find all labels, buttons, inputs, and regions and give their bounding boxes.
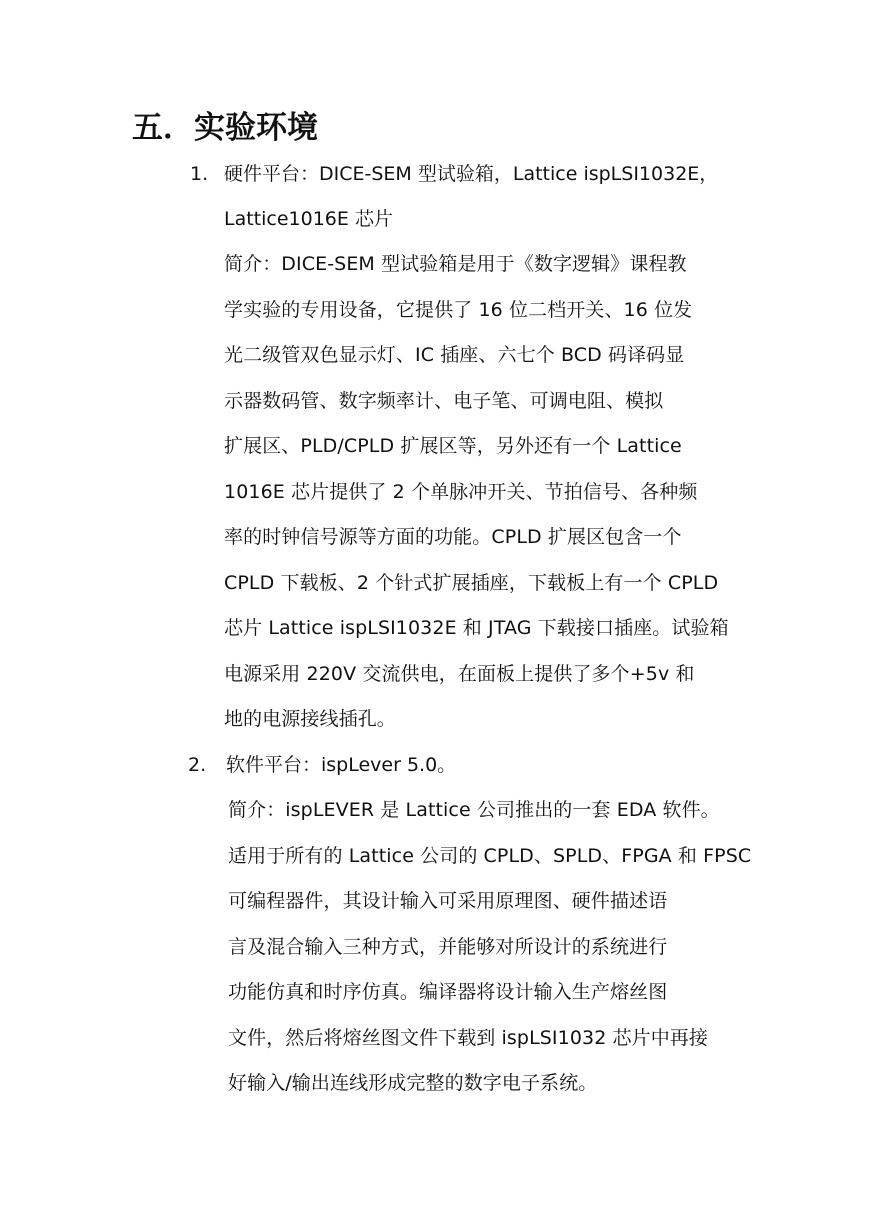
- software-intro: [188, 788, 752, 1107]
- software-intro-line: 好输入/输出连线形成完整的数字电子系统。: [228, 1072, 598, 1094]
- software-section: [188, 743, 752, 1107]
- software-intro-line: 可编程器件，其设计输入可采用原理图、硬件描述语: [228, 890, 668, 912]
- hardware-intro-line: 率的时钟信号源等方面的功能。CPLD 扩展区包含一个: [224, 526, 682, 548]
- software-title: [188, 743, 748, 788]
- hardware-intro-line: 1016E 芯片提供了 2 个单脉冲开关、节拍信号、各种频: [224, 480, 698, 503]
- software-intro-line: 适用于所有的 Lattice 公司的 CPLD、SPLD、FPGA 和 FPSC: [228, 844, 752, 867]
- hardware-intro-line: 电源采用 220V 交流供电，在面板上提供了多个+5v 和: [224, 662, 695, 685]
- hardware-intro-line: 扩展区、PLD/CPLD 扩展区等，另外还有一个 Lattice: [224, 435, 682, 457]
- hardware-intro-line: 简介：DICE-SEM 型试验箱是用于《数字逻辑》课程教: [224, 253, 687, 275]
- hardware-title: [190, 152, 750, 197]
- section-heading: 五．实验环境: [132, 110, 318, 146]
- hardware-title-line-2: Lattice1016E 芯片: [224, 208, 393, 230]
- software-number: 2.: [188, 754, 207, 776]
- hardware-intro-line: CPLD 下载板、2 个针式扩展插座，下载板上有一个 CPLD: [224, 571, 719, 594]
- hardware-intro-line: 学实验的专用设备，它提供了 16 位二档开关、16 位发: [224, 298, 693, 321]
- software-intro-line: 功能仿真和时序仿真。编译器将设计输入生产熔丝图: [228, 981, 668, 1003]
- software-title-text: 软件平台：ispLever 5.0。: [226, 754, 457, 776]
- hardware-intro-line: 地的电源接线插孔。: [224, 708, 396, 730]
- hardware-intro-line: 示器数码管、数字频率计、电子笔、可调电阻、模拟: [224, 389, 664, 412]
- software-intro-line: 言及混合输入三种方式，并能够对所设计的系统进行: [228, 935, 668, 958]
- software-intro-line: 简介：ispLEVER 是 Lattice 公司推出的一套 EDA 软件。: [228, 799, 720, 821]
- hardware-intro-line: 芯片 Lattice ispLSI1032E 和 JTAG 下载接口插座。试验箱: [224, 617, 729, 639]
- hardware-intro-line: 光二级管双色显示灯、IC 插座、六七个 BCD 码译码显: [224, 344, 685, 366]
- hardware-title-line-1: 硬件平台：DICE-SEM 型试验箱，Lattice ispLSI1032E，: [224, 163, 719, 185]
- hardware-intro: [190, 242, 740, 743]
- hardware-section: [190, 152, 750, 743]
- software-intro-line: 文件，然后将熔丝图文件下载到 ispLSI1032 芯片中再接: [228, 1026, 709, 1049]
- hardware-number: 1.: [190, 163, 209, 185]
